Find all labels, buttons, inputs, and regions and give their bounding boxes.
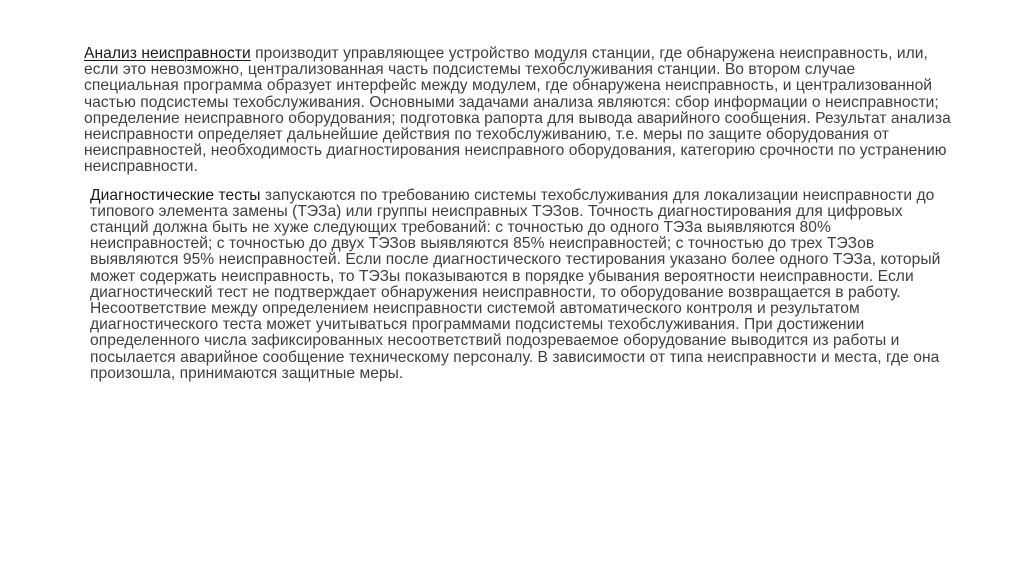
paragraph-lead-term: Диагностические тесты	[90, 186, 261, 204]
paragraph-diagnostic-tests	[84, 188, 952, 382]
text-content	[84, 46, 952, 394]
paragraph-fault-analysis	[84, 46, 952, 176]
paragraph-body: запускаются по требованию системы техобслуживания для локализации неисправности до типового элемента замены (ТЭЗа) или группы неисправных ТЭЗов. Точность диагностирования для цифровых станций должна быть не хуже следующих требований: с точностью до одного ТЭЗа выявляются 80% неисправностей; с точностью до двух ТЭЗов выявляются 85% неисправностей; с точностью до трех ТЭЗов выявляются 95% неисправностей. Если после диагностического тестирования указано более одного ТЭЗа, который может содержать неисправность, то ТЭЗы показываются в порядке убывания вероятности неисправности. Если диагностический тест не подтверждает обнаружения неисправности, то оборудование возвращается в работу. Несоответствие между определением неисправности системой автоматического контроля и результатом диагностического теста может учитываться программами подсистемы техобслуживания. При достижении определенного числа зафиксированных несоответствий подозреваемое оборудование выводится из работы и посылается аварийное сообщение техническому персоналу. В зависимости от типа неисправности и места, где она произошла, принимаются защитные меры.	[90, 186, 941, 382]
paragraph-lead-term: Анализ неисправности	[84, 45, 251, 62]
paragraph-body: производит управляющее устройство модуля станции, где обнаружена неисправность, или, если это невозможно, централизованная часть подсистемы техобслуживания станции. Во втором случае специальная программа образует интерфейс между модулем, где обнаружена неисправность, и централизованной частью подсистемы техобслуживания. Основными задачами анализа являются: сбор информации о неисправности; определение неисправного оборудования; подготовка рапорта для вывода аварийного сообщения. Результат анализа неисправности определяет дальнейшие действия по техобслуживанию, т.е. меры по защите оборудования от неисправностей, необходимость диагностирования неисправного оборудования, категорию срочности по устранению неисправности.	[84, 45, 951, 176]
